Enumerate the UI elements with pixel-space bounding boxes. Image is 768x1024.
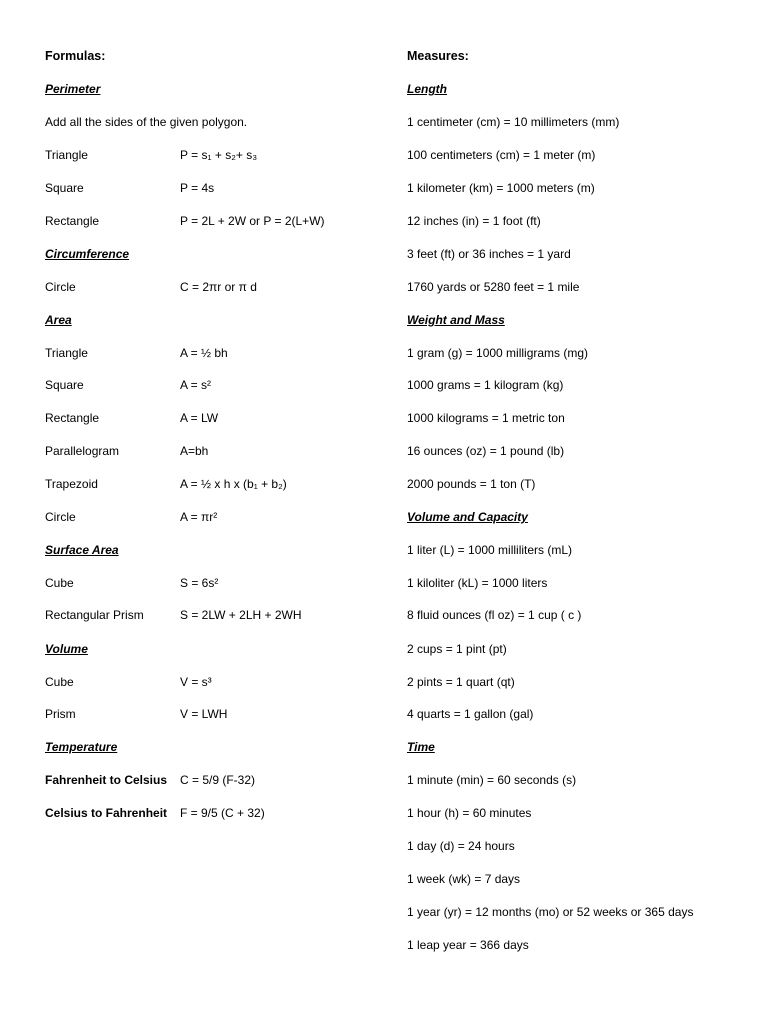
- measure-item: 16 ounces (oz) = 1 pound (lb): [407, 444, 565, 458]
- measure-item: 3 feet (ft) or 36 inches = 1 yard: [407, 247, 571, 261]
- measure-item: 1 liter (L) = 1000 milliliters (mL): [407, 543, 573, 557]
- formula-expression: A = πr²: [180, 510, 218, 524]
- formula-row: [45, 575, 375, 591]
- perimeter-heading: Perimeter: [45, 82, 101, 96]
- formula-label: Cube: [45, 675, 74, 689]
- formula-label: Rectangular Prism: [45, 608, 144, 622]
- formula-row: [45, 674, 375, 690]
- formula-label: Celsius to Fahrenheit: [45, 806, 168, 820]
- time-heading: Time: [407, 740, 435, 754]
- formula-expression: V = s³: [180, 675, 212, 689]
- volume-capacity-heading: Volume and Capacity: [407, 510, 528, 524]
- formula-expression: A = LW: [180, 411, 219, 425]
- formula-expression: A = s²: [180, 378, 212, 392]
- measure-item: 1 hour (h) = 60 minutes: [407, 806, 532, 820]
- measure-item: 1 day (d) = 24 hours: [407, 839, 515, 853]
- measure-item: 12 inches (in) = 1 foot (ft): [407, 214, 541, 228]
- measure-item: 2000 pounds = 1 ton (T): [407, 477, 536, 491]
- measure-item: 8 fluid ounces (fl oz) = 1 cup ( c ): [407, 608, 582, 622]
- perimeter-intro: Add all the sides of the given polygon.: [45, 115, 248, 129]
- formula-row: [45, 706, 375, 722]
- formula-row: [45, 180, 375, 196]
- formula-row: [45, 443, 375, 459]
- weight-mass-heading: Weight and Mass: [407, 313, 505, 327]
- formula-label: Circle: [45, 510, 76, 524]
- formula-label: Parallelogram: [45, 444, 120, 458]
- measure-item: 1 leap year = 366 days: [407, 938, 529, 952]
- formula-row: [45, 410, 375, 426]
- measure-item: 1 minute (min) = 60 seconds (s): [407, 773, 577, 787]
- formula-expression: P = 2L + 2W or P = 2(L+W): [180, 214, 325, 228]
- formula-expression: A=bh: [180, 444, 209, 458]
- measures-title: Measures:: [407, 49, 469, 63]
- formula-row: [45, 279, 375, 295]
- measure-item: 1 kiloliter (kL) = 1000 liters: [407, 576, 548, 590]
- length-heading: Length: [407, 82, 447, 96]
- formula-expression: A = ½ x h x (b₁ + b₂): [180, 477, 287, 491]
- formula-expression: C = 2πr or π d: [180, 280, 257, 294]
- formula-expression: V = LWH: [180, 707, 228, 721]
- formula-label: Trapezoid: [45, 477, 98, 491]
- measure-item: 4 quarts = 1 gallon (gal): [407, 707, 534, 721]
- measure-item: 2 cups = 1 pint (pt): [407, 642, 507, 656]
- formula-label: Square: [45, 378, 84, 392]
- formulas-title: Formulas:: [45, 49, 106, 63]
- formula-row: [45, 147, 375, 163]
- formula-label: Prism: [45, 707, 76, 721]
- formula-label: Cube: [45, 576, 74, 590]
- measure-item: 1000 grams = 1 kilogram (kg): [407, 378, 564, 392]
- formula-expression: P = s₁ + s₂+ s₃: [180, 148, 258, 162]
- formula-row: [45, 509, 375, 525]
- formula-expression: A = ½ bh: [180, 346, 228, 360]
- circumference-heading: Circumference: [45, 247, 130, 261]
- measure-item: 2 pints = 1 quart (qt): [407, 675, 515, 689]
- volume-heading: Volume: [45, 642, 88, 656]
- formula-label: Triangle: [45, 346, 88, 360]
- formula-label: Fahrenheit to Celsius: [45, 773, 168, 787]
- area-heading: Area: [45, 313, 72, 327]
- formula-expression: S = 2LW + 2LH + 2WH: [180, 608, 302, 622]
- measure-item: 1 gram (g) = 1000 milligrams (mg): [407, 346, 589, 360]
- formula-expression: S = 6s²: [180, 576, 219, 590]
- formula-row: [45, 607, 375, 623]
- surface-area-heading: Surface Area: [45, 543, 119, 557]
- formula-expression: F = 9/5 (C + 32): [180, 806, 265, 820]
- measure-item: 1 centimeter (cm) = 10 millimeters (mm): [407, 115, 620, 129]
- formula-label: Triangle: [45, 148, 88, 162]
- formula-row: [45, 772, 375, 788]
- formula-row: [45, 345, 375, 361]
- formula-label: Rectangle: [45, 411, 100, 425]
- formula-label: Square: [45, 181, 84, 195]
- formula-expression: P = 4s: [180, 181, 215, 195]
- formula-row: [45, 476, 375, 492]
- formula-label: Rectangle: [45, 214, 100, 228]
- measure-item: 1 week (wk) = 7 days: [407, 872, 521, 886]
- formula-row: [45, 377, 375, 393]
- formula-expression: C = 5/9 (F-32): [180, 773, 256, 787]
- formula-label: Circle: [45, 280, 76, 294]
- temperature-heading: Temperature: [45, 740, 118, 754]
- measure-item: 100 centimeters (cm) = 1 meter (m): [407, 148, 596, 162]
- measure-item: 1000 kilograms = 1 metric ton: [407, 411, 565, 425]
- measure-item: 1 kilometer (km) = 1000 meters (m): [407, 181, 595, 195]
- measure-item: 1 year (yr) = 12 months (mo) or 52 weeks or 365 days: [407, 905, 694, 919]
- measure-item: 1760 yards or 5280 feet = 1 mile: [407, 280, 580, 294]
- formula-row: [45, 213, 375, 229]
- formula-row: [45, 805, 375, 821]
